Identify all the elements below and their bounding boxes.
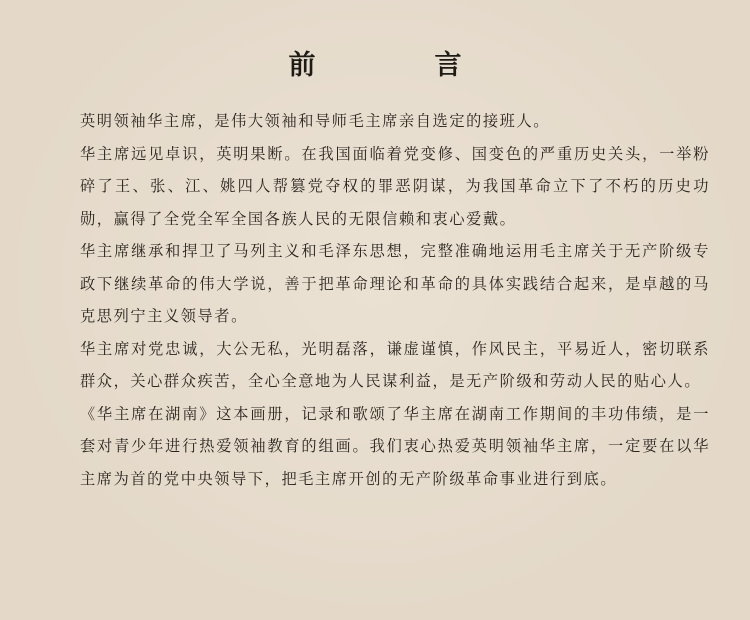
paragraph-2: 华主席远见卓识，英明果断。在我国面临着党变修、国变色的严重历史关头，一举粉碎了王、张、江、姚四人帮篡党夺权的罪恶阴谋，为我国革命立下了不朽的历史功勋，赢得了全党全军全国各族人民的无限信赖和衷心爱戴。 [80,144,710,228]
paragraph-3: 华主席继承和捍卫了马列主义和毛泽东思想，完整准确地运用毛主席关于无产阶级专政下继续革命的伟大学说，善于把革命理论和革命的具体实践结合起来，是卓越的马克思列宁主义领导者。 [80,242,710,325]
paragraph-4: 华主席对党忠诚，大公无私，光明磊落，谦虚谨慎，作风民主，平易近人，密切联系群众，关心群众疾苦，全心全意地为人民谋利益，是无产阶级和劳动人民的贴心人。 [80,339,710,390]
page-title: 前 言 [288,50,508,81]
paragraph-5: 《华主席在湖南》这本画册，记录和歌颂了华主席在湖南工作期间的丰功伟绩，是一套对青少年进行热爱领袖教育的组画。我们衷心热爱英明领袖华主席，一定要在以华主席为首的党中央领导下，把毛主席开创的无产阶级革命事业进行到底。 [80,404,710,488]
preface-body [80,105,710,495]
paragraph-1: 英明领袖华主席，是伟大领袖和导师毛主席亲自选定的接班人。 [80,112,551,130]
